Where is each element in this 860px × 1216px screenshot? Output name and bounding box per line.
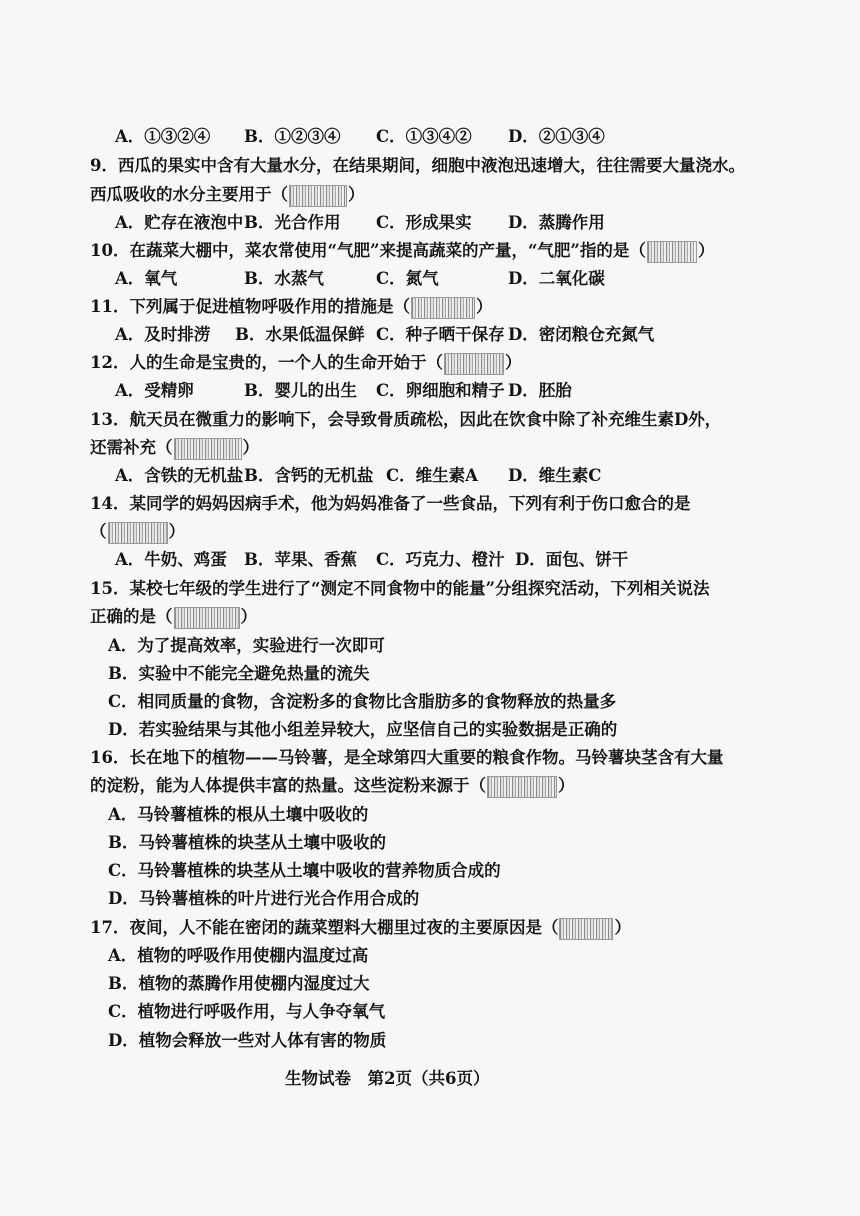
- q14-stem-line1: 14．某同学的妈妈因病手术，他为妈妈准备了一些食品，下列有利于伤口愈合的是: [90, 494, 691, 513]
- option-a: A．植物的呼吸作用使棚内温度过高: [108, 946, 369, 965]
- option-a: A．含铁的无机盐: [115, 466, 244, 485]
- q14-stem-line2: [90, 517, 185, 547]
- q10-options: [0, 264, 860, 294]
- option-c: C．巧克力、橙汁: [376, 550, 505, 569]
- q9-stem-line1: 9．西瓜的果实中含有大量水分，在结果期间，细胞中液泡迅速增大，往往需要大量浇水。: [90, 156, 745, 175]
- option-d: D．蒸腾作用: [508, 213, 605, 232]
- q12-close: ）: [504, 353, 522, 372]
- option-a: A．受精卵: [115, 381, 194, 400]
- q15-stem-text: 正确的是（: [90, 607, 173, 626]
- answer-stamp: [444, 353, 504, 375]
- option-b: B．水蒸气: [244, 269, 324, 288]
- q14-options: [0, 545, 860, 575]
- q13-options: [0, 461, 860, 491]
- option-a: A．牛奶、鸡蛋: [115, 550, 227, 569]
- option-b: B．苹果、香蕉: [244, 550, 357, 569]
- q16-stem-line2: [90, 771, 575, 801]
- option-b: B．含钙的无机盐: [244, 466, 374, 485]
- option-c: C．种子晒干保存: [376, 325, 505, 344]
- q15-close: ）: [240, 607, 257, 626]
- q16-stem-text: 的淀粉，能为人体提供丰富的热量。这些淀粉来源于（: [90, 776, 486, 795]
- option-a: A．马铃薯植株的根从土壤中吸收的: [108, 805, 369, 824]
- option-b: B．①②③④: [244, 127, 341, 146]
- option-d: D．维生素C: [508, 466, 602, 485]
- option-d: D．马铃薯植株的叶片进行光合作用合成的: [108, 889, 420, 908]
- q16-close: ）: [558, 776, 575, 795]
- option-b: B．植物的蒸腾作用使棚内湿度过大: [108, 974, 370, 993]
- q15-stem-line2: [90, 602, 257, 632]
- option-d: D．密闭粮仓充氮气: [508, 325, 655, 344]
- q14-close: ）: [168, 522, 185, 541]
- option-c: C．卵细胞和精子: [376, 381, 505, 400]
- option-d: D．②①③④: [508, 127, 605, 146]
- page-footer: 生物试卷 第2页（共6页）: [285, 1069, 490, 1088]
- option-b: B．实验中不能完全避免热量的流失: [108, 664, 370, 683]
- q13-stem-text: 还需补充（: [90, 438, 173, 457]
- q13-close: ）: [242, 438, 259, 457]
- q12-stem-text: 12．人的生命是宝贵的，一个人的生命开始于（: [90, 353, 443, 372]
- q9-close: ）: [348, 185, 365, 204]
- q9-stem-text: 西瓜吸收的水分主要用于（: [90, 185, 288, 204]
- q15-stem-line1: 15．某校七年级的学生进行了“测定不同食物中的能量”分组探究活动，下列相关说法: [90, 579, 710, 598]
- q17-close: ）: [614, 918, 631, 937]
- q17-stem: [90, 913, 631, 943]
- answer-stamp: [647, 241, 697, 263]
- option-b: B．光合作用: [244, 213, 341, 232]
- q11-stem: [90, 292, 492, 322]
- option-c: C．相同质量的食物，含淀粉多的食物比含脂肪多的食物释放的热量多: [108, 692, 617, 711]
- option-c: C．氮气: [376, 269, 439, 288]
- answer-stamp: [559, 918, 613, 940]
- option-a: A．及时排涝: [115, 325, 211, 344]
- q9-options: [0, 208, 860, 238]
- option-c: C．形成果实: [376, 213, 472, 232]
- option-a: A．贮存在液泡中: [115, 213, 244, 232]
- option-a: A．氧气: [115, 269, 178, 288]
- answer-stamp: [108, 522, 168, 544]
- q13-stem-line1: 13．航天员在微重力的影响下，会导致骨质疏松，因此在饮食中除了补充维生素D外，: [90, 410, 722, 429]
- q10-stem: [90, 236, 714, 266]
- answer-stamp: [411, 297, 475, 319]
- option-c: C．马铃薯植株的块茎从土壤中吸收的营养物质合成的: [108, 861, 501, 880]
- option-d: D．面包、饼干: [515, 550, 629, 569]
- answer-stamp: [174, 438, 242, 460]
- option-b: B．水果低温保鲜: [235, 325, 365, 344]
- option-d: D．若实验结果与其他小组差异较大，应坚信自己的实验数据是正确的: [108, 720, 618, 739]
- q11-options: [0, 320, 860, 350]
- q11-stem-text: 11．下列属于促进植物呼吸作用的措施是（: [90, 297, 410, 316]
- option-d: D．植物会释放一些对人体有害的物质: [108, 1031, 387, 1050]
- q8-options: [0, 122, 860, 152]
- q10-stem-text: 10．在蔬菜大棚中，菜农常使用“气肥”来提高蔬菜的产量，“气肥”指的是（: [90, 241, 646, 260]
- answer-stamp: [487, 776, 557, 798]
- q12-options: [0, 376, 860, 406]
- q10-close: ）: [697, 241, 715, 260]
- option-a: A．为了提高效率，实验进行一次即可: [108, 636, 385, 655]
- q16-stem-line1: 16．长在地下的植物——马铃薯，是全球第四大重要的粮食作物。马铃薯块茎含有大量: [90, 748, 724, 767]
- option-c: C．①③④②: [376, 127, 472, 146]
- option-d: D．胚胎: [508, 381, 572, 400]
- option-d: D．二氧化碳: [508, 269, 605, 288]
- q9-stem-line2: [90, 180, 365, 210]
- q11-close: ）: [475, 297, 493, 316]
- answer-stamp: [174, 607, 240, 629]
- option-c: C．维生素A: [386, 466, 478, 485]
- q13-stem-line2: [90, 433, 259, 463]
- option-b: B．马铃薯植株的块茎从土壤中吸收的: [108, 833, 386, 852]
- answer-stamp: [289, 185, 347, 207]
- q12-stem: [90, 348, 521, 378]
- option-c: C．植物进行呼吸作用，与人争夺氧气: [108, 1002, 386, 1021]
- option-b: B．婴儿的出生: [244, 381, 357, 400]
- q17-stem-text: 17．夜间，人不能在密闭的蔬菜塑料大棚里过夜的主要原因是（: [90, 918, 559, 937]
- option-a: A．①③②④: [115, 127, 211, 146]
- q14-stem-text: （: [90, 522, 107, 541]
